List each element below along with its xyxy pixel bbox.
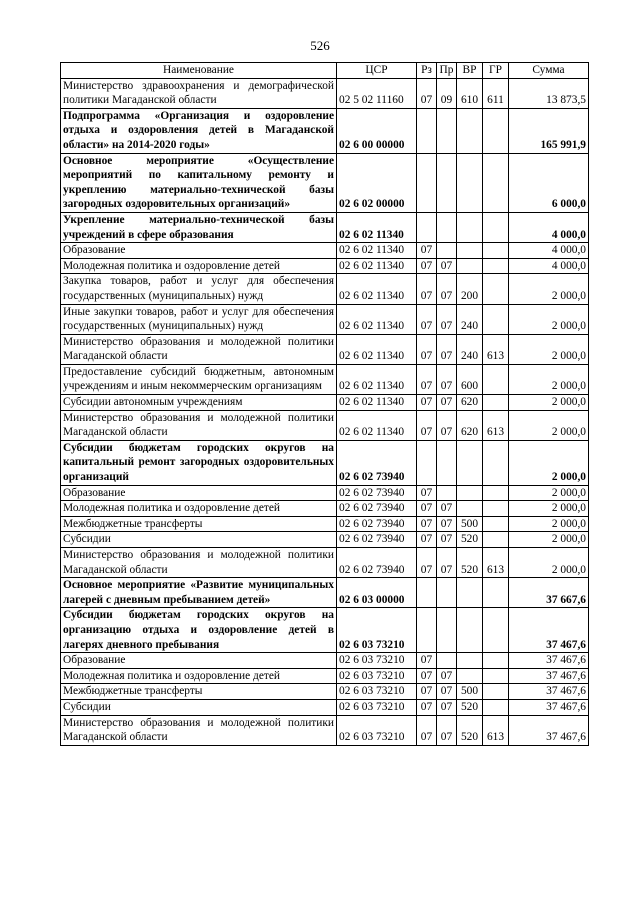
cell-pr: 07 (437, 258, 457, 274)
cell-vr (457, 212, 483, 242)
table-row (61, 274, 589, 304)
table-row (61, 108, 589, 153)
cell-rz: 07 (417, 699, 437, 715)
cell-pr: 07 (437, 668, 457, 684)
table-row (61, 334, 589, 364)
cell-name: Основное мероприятие «Развитие муниципальных лагерей с дневным пребыванием детей» (61, 578, 337, 608)
cell-csr: 02 6 03 73210 (337, 608, 417, 653)
cell-csr: 02 6 03 73210 (337, 668, 417, 684)
cell-vr: 200 (457, 274, 483, 304)
cell-csr: 02 6 03 00000 (337, 578, 417, 608)
cell-sum: 2 000,0 (509, 274, 589, 304)
cell-csr: 02 6 02 73940 (337, 516, 417, 532)
cell-vr: 600 (457, 364, 483, 394)
cell-vr (457, 668, 483, 684)
header-rz: Рз (417, 63, 437, 79)
cell-name: Молодежная политика и оздоровление детей (61, 501, 337, 517)
cell-sum: 2 000,0 (509, 440, 589, 485)
cell-name: Межбюджетные трансферты (61, 684, 337, 700)
table-row (61, 715, 589, 745)
cell-name: Субсидии бюджетам городских округов на организацию отдыха и оздоровление детей в лагерях дневного пребывания (61, 608, 337, 653)
cell-sum: 37 467,6 (509, 715, 589, 745)
cell-rz (417, 153, 437, 212)
cell-pr (437, 440, 457, 485)
table-row (61, 153, 589, 212)
cell-sum: 6 000,0 (509, 153, 589, 212)
cell-vr: 500 (457, 684, 483, 700)
cell-vr: 240 (457, 304, 483, 334)
cell-vr: 520 (457, 699, 483, 715)
cell-rz: 07 (417, 243, 437, 259)
cell-rz: 07 (417, 485, 437, 501)
cell-name: Укрепление материально-технической базы учреждений в сфере образования (61, 212, 337, 242)
table-row (61, 699, 589, 715)
cell-csr: 02 5 02 11160 (337, 78, 417, 108)
cell-rz: 07 (417, 653, 437, 669)
cell-gr (483, 153, 509, 212)
table-row (61, 684, 589, 700)
cell-name: Субсидии автономным учреждениям (61, 395, 337, 411)
page-number: 526 (310, 38, 330, 53)
cell-rz: 07 (417, 548, 437, 578)
cell-csr: 02 6 02 11340 (337, 212, 417, 242)
table-row (61, 212, 589, 242)
cell-gr (483, 395, 509, 411)
cell-rz: 07 (417, 715, 437, 745)
cell-gr (483, 212, 509, 242)
cell-vr: 620 (457, 395, 483, 411)
cell-sum: 2 000,0 (509, 395, 589, 411)
cell-vr (457, 243, 483, 259)
cell-gr: 613 (483, 548, 509, 578)
cell-gr: 613 (483, 334, 509, 364)
cell-pr: 07 (437, 364, 457, 394)
cell-pr (437, 653, 457, 669)
cell-pr (437, 578, 457, 608)
cell-gr (483, 608, 509, 653)
cell-gr (483, 653, 509, 669)
cell-sum: 2 000,0 (509, 548, 589, 578)
cell-rz: 07 (417, 334, 437, 364)
cell-pr (437, 485, 457, 501)
cell-csr: 02 6 02 73940 (337, 548, 417, 578)
header-vr: ВР (457, 63, 483, 79)
cell-pr: 07 (437, 699, 457, 715)
cell-pr: 07 (437, 532, 457, 548)
cell-vr (457, 108, 483, 153)
cell-gr (483, 440, 509, 485)
cell-rz (417, 608, 437, 653)
cell-vr (457, 258, 483, 274)
cell-rz (417, 440, 437, 485)
cell-name: Министерство образования и молодежной политики Магаданской области (61, 410, 337, 440)
cell-gr (483, 516, 509, 532)
cell-pr (437, 608, 457, 653)
cell-sum: 37 467,6 (509, 608, 589, 653)
cell-sum: 2 000,0 (509, 410, 589, 440)
header-csr: ЦСР (337, 63, 417, 79)
cell-pr: 07 (437, 501, 457, 517)
cell-rz (417, 108, 437, 153)
cell-pr: 07 (437, 334, 457, 364)
cell-pr: 07 (437, 548, 457, 578)
cell-pr: 07 (437, 304, 457, 334)
table-body (61, 78, 589, 745)
cell-name: Иные закупки товаров, работ и услуг для обеспечения государственных (муниципальных) нужд (61, 304, 337, 334)
table-row (61, 668, 589, 684)
cell-pr: 07 (437, 274, 457, 304)
cell-vr: 500 (457, 516, 483, 532)
cell-name: Образование (61, 485, 337, 501)
cell-gr: 613 (483, 410, 509, 440)
table-row (61, 501, 589, 517)
cell-gr (483, 699, 509, 715)
cell-sum: 2 000,0 (509, 304, 589, 334)
cell-csr: 02 6 02 00000 (337, 153, 417, 212)
budget-table (60, 62, 589, 746)
cell-sum: 37 467,6 (509, 684, 589, 700)
cell-vr: 240 (457, 334, 483, 364)
cell-csr: 02 6 03 73210 (337, 715, 417, 745)
cell-csr: 02 6 03 73210 (337, 653, 417, 669)
table-row (61, 608, 589, 653)
table-header-row (61, 63, 589, 79)
cell-sum: 37 467,6 (509, 699, 589, 715)
cell-gr (483, 108, 509, 153)
cell-pr (437, 243, 457, 259)
cell-gr (483, 684, 509, 700)
table-row (61, 440, 589, 485)
cell-sum: 4 000,0 (509, 212, 589, 242)
cell-csr: 02 6 02 11340 (337, 410, 417, 440)
cell-rz: 07 (417, 501, 437, 517)
cell-vr: 520 (457, 715, 483, 745)
cell-pr: 09 (437, 78, 457, 108)
table-row (61, 243, 589, 259)
cell-csr: 02 6 02 11340 (337, 334, 417, 364)
cell-name: Подпрограмма «Организация и оздоровление отдыха и оздоровления детей в Магаданской области» на 2014-2020 годы» (61, 108, 337, 153)
cell-rz (417, 578, 437, 608)
cell-name: Основное мероприятие «Осуществление мероприятий по капитальному ремонту и укреплению материально-технической базы загородных оздоровительных организаций» (61, 153, 337, 212)
cell-gr: 613 (483, 715, 509, 745)
table-row (61, 548, 589, 578)
cell-gr (483, 274, 509, 304)
cell-csr: 02 6 02 73940 (337, 501, 417, 517)
table-row (61, 485, 589, 501)
cell-rz: 07 (417, 274, 437, 304)
cell-gr (483, 243, 509, 259)
cell-name: Субсидии (61, 699, 337, 715)
cell-name: Закупка товаров, работ и услуг для обеспечения государственных (муниципальных) нужд (61, 274, 337, 304)
table-row (61, 78, 589, 108)
cell-rz: 07 (417, 684, 437, 700)
cell-vr (457, 608, 483, 653)
cell-name: Межбюджетные трансферты (61, 516, 337, 532)
cell-vr: 610 (457, 78, 483, 108)
cell-gr (483, 304, 509, 334)
cell-csr: 02 6 02 11340 (337, 274, 417, 304)
table-row (61, 410, 589, 440)
cell-gr (483, 668, 509, 684)
cell-csr: 02 6 02 11340 (337, 364, 417, 394)
cell-name: Образование (61, 653, 337, 669)
cell-rz: 07 (417, 516, 437, 532)
cell-name: Министерство образования и молодежной политики Магаданской области (61, 715, 337, 745)
cell-sum: 2 000,0 (509, 516, 589, 532)
cell-rz: 07 (417, 258, 437, 274)
cell-vr (457, 153, 483, 212)
cell-gr: 611 (483, 78, 509, 108)
cell-csr: 02 6 02 11340 (337, 243, 417, 259)
cell-csr: 02 6 02 11340 (337, 304, 417, 334)
cell-vr (457, 440, 483, 485)
cell-sum: 4 000,0 (509, 258, 589, 274)
cell-csr: 02 6 02 73940 (337, 532, 417, 548)
cell-pr (437, 108, 457, 153)
cell-gr (483, 364, 509, 394)
cell-sum: 2 000,0 (509, 334, 589, 364)
table-row (61, 578, 589, 608)
cell-rz: 07 (417, 78, 437, 108)
cell-sum: 2 000,0 (509, 364, 589, 394)
cell-pr: 07 (437, 684, 457, 700)
cell-sum: 37 467,6 (509, 653, 589, 669)
cell-rz: 07 (417, 668, 437, 684)
cell-pr: 07 (437, 395, 457, 411)
cell-csr: 02 6 02 73940 (337, 440, 417, 485)
cell-gr (483, 258, 509, 274)
cell-vr: 620 (457, 410, 483, 440)
cell-vr (457, 501, 483, 517)
table-row (61, 364, 589, 394)
cell-vr (457, 578, 483, 608)
cell-pr (437, 212, 457, 242)
cell-csr: 02 6 00 00000 (337, 108, 417, 153)
cell-gr (483, 532, 509, 548)
cell-name: Субсидии (61, 532, 337, 548)
cell-sum: 2 000,0 (509, 501, 589, 517)
cell-csr: 02 6 02 73940 (337, 485, 417, 501)
table-row (61, 516, 589, 532)
cell-vr (457, 485, 483, 501)
cell-rz: 07 (417, 395, 437, 411)
cell-csr: 02 6 03 73210 (337, 684, 417, 700)
cell-pr: 07 (437, 715, 457, 745)
cell-vr: 520 (457, 548, 483, 578)
cell-sum: 2 000,0 (509, 485, 589, 501)
cell-gr (483, 578, 509, 608)
cell-pr: 07 (437, 410, 457, 440)
cell-name: Молодежная политика и оздоровление детей (61, 258, 337, 274)
header-name: Наименование (61, 63, 337, 79)
cell-name: Предоставление субсидий бюджетным, автономным учреждениям и иным некоммерческим организациям (61, 364, 337, 394)
cell-rz: 07 (417, 364, 437, 394)
table-row (61, 258, 589, 274)
cell-csr: 02 6 02 11340 (337, 258, 417, 274)
cell-gr (483, 485, 509, 501)
cell-rz: 07 (417, 532, 437, 548)
cell-name: Субсидии бюджетам городских округов на капитальный ремонт загородных оздоровительных организаций (61, 440, 337, 485)
cell-name: Молодежная политика и оздоровление детей (61, 668, 337, 684)
header-gr: ГР (483, 63, 509, 79)
header-sum: Сумма (509, 63, 589, 79)
cell-sum: 37 467,6 (509, 668, 589, 684)
cell-gr (483, 501, 509, 517)
cell-rz: 07 (417, 304, 437, 334)
cell-pr (437, 153, 457, 212)
cell-csr: 02 6 03 73210 (337, 699, 417, 715)
cell-name: Министерство образования и молодежной политики Магаданской области (61, 334, 337, 364)
cell-sum: 4 000,0 (509, 243, 589, 259)
header-pr: Пр (437, 63, 457, 79)
cell-sum: 165 991,9 (509, 108, 589, 153)
table-row (61, 532, 589, 548)
cell-rz: 07 (417, 410, 437, 440)
cell-sum: 2 000,0 (509, 532, 589, 548)
cell-rz (417, 212, 437, 242)
table-row (61, 395, 589, 411)
cell-name: Министерство здравоохранения и демографической политики Магаданской области (61, 78, 337, 108)
table-row (61, 653, 589, 669)
cell-pr: 07 (437, 516, 457, 532)
cell-name: Министерство образования и молодежной политики Магаданской области (61, 548, 337, 578)
cell-csr: 02 6 02 11340 (337, 395, 417, 411)
cell-name: Образование (61, 243, 337, 259)
cell-vr: 520 (457, 532, 483, 548)
cell-sum: 13 873,5 (509, 78, 589, 108)
table-row (61, 304, 589, 334)
cell-vr (457, 653, 483, 669)
cell-sum: 37 667,6 (509, 578, 589, 608)
